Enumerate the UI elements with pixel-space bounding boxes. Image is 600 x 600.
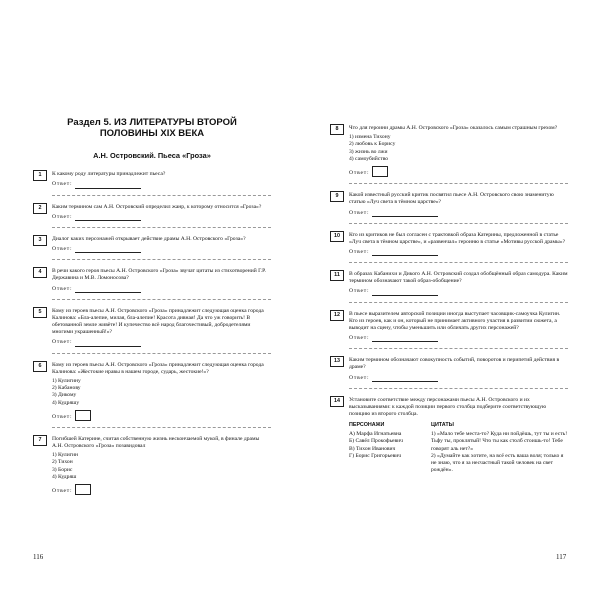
answer-row xyxy=(52,214,271,221)
answer-line[interactable] xyxy=(372,376,438,382)
divider xyxy=(349,223,568,224)
question-text: В образах Кабанихи и Дикого А.Н. Островский создал обобщённый образ самодура. Каким термином обозначают такой образ-обобщение? xyxy=(349,271,568,285)
question-number: 9 xyxy=(330,191,344,202)
answer-label: Ответ: xyxy=(349,374,370,381)
options-list xyxy=(52,378,271,407)
answer-row xyxy=(349,288,568,295)
answer-row xyxy=(349,249,568,256)
option: 4) самоубийство xyxy=(349,155,389,162)
divider xyxy=(52,259,271,260)
question-number: 6 xyxy=(33,361,47,372)
answer-row xyxy=(349,210,568,217)
answer-line[interactable] xyxy=(372,290,438,296)
section-subheading: А.Н. Островский. Пьеса «Гроза» xyxy=(93,150,211,160)
divider xyxy=(349,388,568,389)
character-item: А) Марфа Игнатьевна xyxy=(349,431,402,438)
question-text: Каким термином сам А.Н. Островский определил жанр, к которому относится «Гроза»? xyxy=(52,203,262,210)
answer-line[interactable] xyxy=(372,211,438,217)
answer-line[interactable] xyxy=(75,287,141,293)
answer-row xyxy=(52,246,271,253)
question-text: В пьесе выразителем авторской позиции иногда выступает часовщик-самоучка Кулигин. Кто из героев, как и он, который не принимает активного участия в развитии сюжета, а выводит на сцену, чтобы уменьшить или обличать других персонажей? xyxy=(349,310,561,331)
answer-row xyxy=(349,375,568,382)
answer-line[interactable] xyxy=(372,250,438,256)
divider xyxy=(349,183,568,184)
answer-line[interactable] xyxy=(75,341,141,347)
question-number: 4 xyxy=(33,267,47,278)
answer-line[interactable] xyxy=(75,215,141,221)
answer-label: Ответ: xyxy=(52,181,73,188)
question-4 xyxy=(33,267,271,299)
option: 2) Тихон xyxy=(52,459,73,466)
question-number: 12 xyxy=(330,310,344,321)
options-list xyxy=(52,452,271,481)
question-number: 1 xyxy=(33,170,47,181)
question-text: Кому из героев пьесы А.Н. Островского «Гроза» принадлежит следующая оценка города Калинова: «Бла-алепие, милая, бла-алепие! Красота дивная! Да что уж говорить! В обетованной земле живёте! И купечество всё народ благочестивый, добродетелями многими украшенный!»? xyxy=(52,307,264,336)
option: 3) Дикому xyxy=(52,392,77,399)
options-list xyxy=(349,134,568,163)
column-header: ЦИТАТЫ xyxy=(431,422,454,429)
answer-box[interactable] xyxy=(372,166,388,177)
question-text: Кто из критиков не был согласен с трактовкой образа Катерины, предложенной в статье «Луч света в тёмном царстве», и «развенчал» героиню в статье «Мотивы русской драмы»? xyxy=(349,231,566,245)
option: 3) жизнь во лжи xyxy=(349,148,388,155)
option: 2) Кабанову xyxy=(52,385,81,392)
question-text: Каким термином обозначают совокупность событий, поворотов и перипетий действия в драме? xyxy=(349,357,560,371)
quote-item: 1) «Мало тебе места-то? Куда ни пойдёшь, тут ты и есть! Тьфу ты, проклятый! Что ты как столб стоишь-то! Тебе говорят аль нет?» xyxy=(431,431,568,452)
question-1 xyxy=(33,170,271,195)
column-header: ПЕРСОНАЖИ xyxy=(349,422,385,429)
characters-column xyxy=(349,422,431,475)
answer-label: Ответ: xyxy=(349,335,370,342)
right-page xyxy=(330,124,568,482)
divider xyxy=(349,348,568,349)
character-item: Г) Борис Григорьевич xyxy=(349,452,402,459)
question-text: Погибшей Катерине, считая собственную жизнь нескончаемой мукой, в финале драмы А.Н. Островского «Гроза» позавидовал xyxy=(52,435,260,450)
divider xyxy=(52,427,271,428)
answer-box[interactable] xyxy=(75,484,91,495)
question-text: В речи какого героя пьесы А.Н. Островского «Гроза» звучат цитаты из стихотворений Г.Р. Державина и М.В. Ломоносова? xyxy=(52,268,266,282)
question-5 xyxy=(33,307,271,354)
question-9 xyxy=(330,191,568,223)
divider xyxy=(349,262,568,263)
question-number: 3 xyxy=(33,235,47,246)
option: 1) Кулигину xyxy=(52,377,81,384)
question-text: Установите соответствие между персонажами пьесы А.Н. Островского и их высказываниями: к каждой позиции первого столбца подберите соответствующую позицию из второго столбца. xyxy=(349,396,547,418)
quotes-column xyxy=(431,422,568,475)
divider xyxy=(52,227,271,228)
question-7 xyxy=(33,435,271,495)
question-6 xyxy=(33,361,271,428)
left-page xyxy=(33,118,271,502)
answer-row xyxy=(52,484,271,495)
divider xyxy=(52,353,271,354)
question-2 xyxy=(33,203,271,228)
answer-label: Ответ: xyxy=(52,488,73,495)
answer-label: Ответ: xyxy=(52,213,73,220)
question-14 xyxy=(330,396,568,475)
question-text: Какой известный русский критик посвятил пьесе А.Н. Островского свою знаменитую статью «Луч света в тёмном царстве»? xyxy=(349,192,554,206)
option: 2) любовь к Борису xyxy=(349,141,396,148)
question-8 xyxy=(330,124,568,184)
answer-label: Ответ: xyxy=(52,413,73,420)
answer-row xyxy=(52,181,271,188)
answer-label: Ответ: xyxy=(52,285,73,292)
answer-row xyxy=(52,286,271,293)
answer-row xyxy=(349,335,568,342)
question-text: Кому из героев пьесы А.Н. Островского «Гроза» принадлежит следующая оценка города Калинова: «Жестокие нравы в нашем городе, сударь, жестокие!»? xyxy=(52,361,264,375)
question-number: 7 xyxy=(33,435,47,446)
option: 4) Кудряшу xyxy=(52,399,80,406)
divider xyxy=(52,299,271,300)
question-text: К какому роду литературы принадлежит пьеса? xyxy=(52,171,166,178)
question-12 xyxy=(330,310,568,350)
answer-line[interactable] xyxy=(372,336,438,342)
question-number: 2 xyxy=(33,203,47,214)
quote-item: 2) «Думайте как хотите, на всё есть ваша воля; только я не знаю, что я за несчастный такой человек на свет рождён». xyxy=(431,452,564,474)
divider xyxy=(349,302,568,303)
answer-label: Ответ: xyxy=(52,246,73,253)
question-text: Что для героини драмы А.Н. Островского «Гроза» оказалось самым страшным грехом? xyxy=(349,125,558,131)
question-number: 5 xyxy=(33,307,47,318)
question-11 xyxy=(330,270,568,302)
answer-row xyxy=(52,410,271,421)
question-number: 11 xyxy=(330,270,344,281)
question-10 xyxy=(330,231,568,263)
page-number-right: 117 xyxy=(556,553,567,561)
option: 4) Кудряш xyxy=(52,473,77,480)
page-number-left: 116 xyxy=(33,553,44,561)
question-3 xyxy=(33,235,271,260)
question-number: 10 xyxy=(330,231,344,242)
section-heading: Раздел 5. ИЗ ЛИТЕРАТУРЫ ВТОРОЙ ПОЛОВИНЫ XIX ВЕКА xyxy=(67,117,237,139)
matching-table xyxy=(349,422,568,475)
option: 3) Борис xyxy=(52,466,73,473)
answer-label: Ответ: xyxy=(349,170,370,177)
option: 1) измена Тихону xyxy=(349,134,391,141)
answer-label: Ответ: xyxy=(349,249,370,255)
question-number: 13 xyxy=(330,356,344,367)
answer-line[interactable] xyxy=(75,247,141,253)
divider xyxy=(52,195,271,196)
answer-line[interactable] xyxy=(75,183,141,189)
answer-box[interactable] xyxy=(75,410,91,421)
answer-row xyxy=(52,339,271,346)
question-number: 8 xyxy=(330,124,344,135)
question-text: Диалог каких персонажей открывает действие драмы А.Н. Островского «Гроза»? xyxy=(52,235,246,242)
answer-label: Ответ: xyxy=(52,339,73,346)
option: 1) Кулигин xyxy=(52,452,78,459)
character-item: В) Тихон Иванович xyxy=(349,445,396,452)
question-13 xyxy=(330,356,568,388)
answer-row xyxy=(349,166,568,177)
character-item: Б) Савёл Прокофьевич xyxy=(349,438,403,445)
answer-label: Ответ: xyxy=(349,288,370,295)
answer-label: Ответ: xyxy=(349,209,370,216)
question-number: 14 xyxy=(330,396,344,407)
